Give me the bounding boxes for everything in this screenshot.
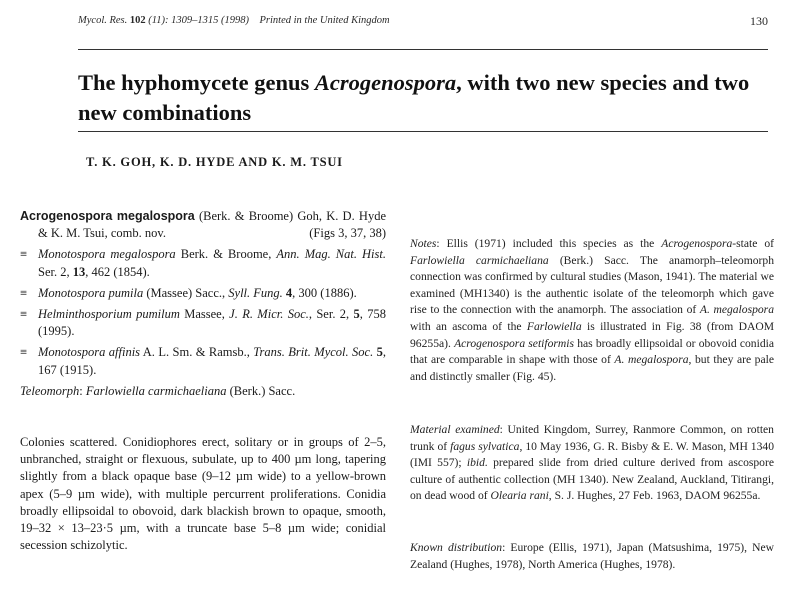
title-part2: , with two new species and two new combinations: [78, 70, 750, 125]
synonym-name: Monotospora megalospora: [38, 247, 176, 262]
italic-term: ibid.: [466, 456, 488, 470]
synonym-source: Syll. Fung.: [228, 285, 283, 300]
synonym-name: Monotospora affinis: [38, 345, 141, 360]
italic-term: Olearia rani: [490, 489, 549, 503]
italic-term: Farlowiella carmichaeliana: [410, 253, 549, 267]
material-label: Material examined: [410, 423, 500, 436]
synonym-symbol: ≡: [20, 285, 28, 300]
distribution-text: : Europe (Ellis, 1971), Japan (Matsushima, 1975), New Zealand (Hughes, 1978), North America (Hughes, 1978).: [410, 541, 774, 571]
text-run: has broadly ellipsoidal or obovoid conidia that are comparable in shape with those of: [410, 336, 774, 367]
teleomorph-line: Teleomorph: Farlowiella carmichaeliana (Berk.) Sacc.: [20, 383, 296, 398]
header-rule: [78, 49, 768, 50]
text-run: prepared slide from dried culture derived from ascospore culture of authentic collection (MH 1340). New Zealand, Auckland, Titirangi, on dead wood of: [410, 456, 774, 503]
italic-term: A. megalospora: [699, 303, 774, 317]
text-run: with an ascoma of the: [410, 319, 527, 333]
text-run: (Berk.) Sacc. The anamorph–teleomorph connection was confirmed by cultural studies (Mason, 1941). The material we examined (MH1340) is the authentic isolate of the teleomorph which gave rise to the connection with the anamorph. The association of: [410, 253, 774, 317]
text-run: : Ellis (1971) included this species as the: [436, 237, 662, 250]
synonym-list: [20, 246, 386, 378]
journal-citation: [78, 15, 249, 26]
page-number: 130: [750, 14, 768, 28]
species-heading: [20, 208, 386, 242]
title-genus: Acrogenospora: [314, 70, 457, 95]
text-run: , 10 May 1936, G. R. Bisby & E. W. Mason, MH 1340 (IMI 557);: [410, 439, 774, 470]
synonym-detail: Ser. 2,: [38, 264, 73, 279]
material-paragraph: [410, 422, 774, 505]
left-column: [20, 208, 386, 404]
species-description: Colonies scattered. Conidiophores erect, solitary or in groups of 2–5, unbranched, straight or flexuous, subulate, up to 400 µm long, tapering slightly from a black opaque base (9–12 µm wide) to a yellow-brown apex (5–9 µm wide), with multiple percurrent proliferations. Conidia broadly ellipsoidal to obovoid, dark blackish brown to opaque, smooth, 19–32 × 13–23·5 µm, with a truncate base 5–8 µm wide; conidial secession schizolytic.: [20, 435, 386, 553]
printed-note: Printed in the United Kingdom: [259, 15, 390, 26]
teleomorph-authority: (Berk.) Sacc.: [226, 383, 296, 398]
synonym-symbol: ≡: [20, 345, 28, 360]
running-header: [78, 15, 768, 26]
synonym-authority: A. L. Sm. & Ramsb.,: [140, 345, 254, 360]
synonym-rest: , 462 (1854).: [85, 264, 150, 279]
italic-term: A. megalospora: [614, 353, 689, 367]
synonym-volume: 4: [285, 285, 293, 300]
text-run: , but they are pale and distinctly smaller (Fig. 45).: [410, 353, 774, 383]
italic-term: Acrogenospora: [661, 237, 733, 250]
synonym-rest: , 300 (1886).: [292, 285, 357, 300]
synonym-rest: , 167 (1915).: [38, 345, 387, 377]
teleomorph-name: Farlowiella carmichaeliana: [85, 383, 227, 398]
italic-term: fagus sylvatica: [450, 439, 520, 453]
text-run: , S. J. Hughes, 27 Feb. 1963, DAOM 96255a.: [548, 489, 761, 503]
teleomorph-label: Teleomorph: [20, 383, 80, 398]
species-name: Acrogenospora megalospora: [20, 209, 195, 223]
synonym-name: Helminthosporium pumilum: [38, 307, 180, 322]
title-rule: [78, 131, 768, 132]
figure-reference: (Figs 3, 37, 38): [309, 226, 386, 241]
authors: T. K. GOH, K. D. HYDE AND K. M. TSUI: [86, 155, 343, 169]
synonym-entry: [20, 285, 386, 302]
title-part1: The hyphomycete genus: [78, 70, 315, 95]
synonym-authority: Massee,: [179, 307, 230, 322]
notes-paragraph: [410, 236, 774, 385]
synonym-authority: Berk. & Broome,: [175, 247, 277, 262]
article-title: [78, 68, 758, 128]
italic-term: Acrogenospora setiformis: [454, 336, 575, 350]
synonym-entry: [20, 306, 386, 340]
synonym-source: Ann. Mag. Nat. Hist.: [276, 247, 386, 262]
journal-issue-pages: (11): 1309–1315 (1998): [148, 15, 249, 26]
synonym-name: Monotospora pumila: [38, 285, 144, 300]
synonym-symbol: ≡: [20, 247, 28, 262]
synonym-source: J. R. Micr. Soc.: [229, 307, 309, 322]
text-run: is illustrated in Fig. 38 (from DAOM 96255a).: [410, 319, 775, 350]
notes-label: Notes: [410, 237, 437, 250]
synonym-entry: [20, 344, 386, 378]
distribution-label: Known distribution: [410, 541, 503, 554]
synonym-volume: 5: [353, 307, 360, 322]
synonym-symbol: ≡: [20, 307, 28, 322]
species-authority: (Berk. & Broome) Goh, K. D. Hyde & K. M. Tsui, comb. nov.: [38, 209, 387, 241]
text-run: -state of: [732, 237, 774, 250]
synonym-source: Trans. Brit. Mycol. Soc.: [253, 345, 374, 360]
notes-body: [410, 237, 774, 383]
synonym-volume: 5: [376, 345, 383, 360]
synonym-authority: (Massee) Sacc.,: [143, 285, 229, 300]
synonym-entry: [20, 246, 386, 280]
synonym-detail: , Ser. 2,: [308, 307, 354, 322]
text-run: : United Kingdom, Surrey, Ranmore Common, on rotten trunk of: [410, 423, 774, 453]
journal-name: Mycol. Res.: [78, 15, 128, 26]
synonym-rest: , 758 (1995).: [38, 307, 387, 339]
journal-volume: 102: [129, 15, 146, 26]
synonym-volume: 13: [72, 264, 86, 279]
italic-term: Farlowiella: [526, 319, 582, 333]
distribution-paragraph: [410, 540, 774, 573]
